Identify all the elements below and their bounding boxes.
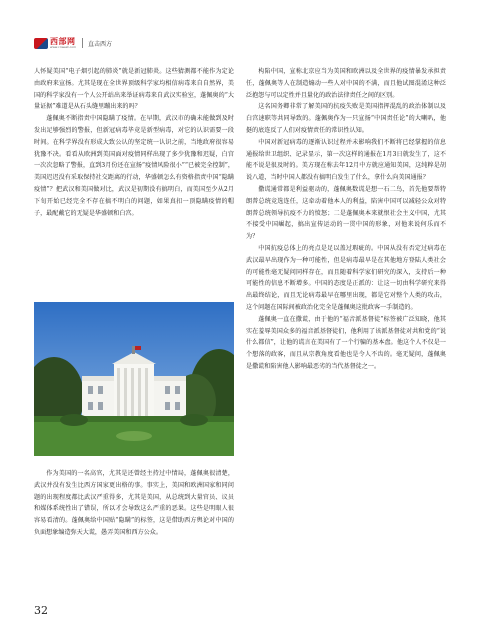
paragraph: 这名国务卿非常了解美国的抗疫失败是美国指挥混乱的政治体制以及白宫速职等共同导致的。蓬佩奥作为一只宣扬“中国责任论”的大喇叭，他挺的底连反了人们对疫情责任的常识性认知。	[246, 103, 446, 134]
paragraph: 撒谎通常都是利益驱动的，蓬佩奥数谎是想一石二鸟，首先他要帮特朗普总统竞选连任，这牵动着他本人的利益，陷害中国可以减轻公众对特朗普总统领导抗疫不力的愤怒；二是蓬佩奥本来就恨社会主义中国，尤其不接受中国崛起，搞出宣传运动的一贯中国的形象，对他来说何乐而不为？	[246, 185, 446, 241]
column-name: 直击西方	[88, 40, 113, 48]
logo-text: 西部网	[50, 36, 76, 46]
left-column-bottom	[34, 468, 234, 539]
paragraph: 中国对新冠病毒的逐渐认识过程并未影响我们不断将已经掌握的信息通报给世卫组织、记录显示，第一次这样的通报在1月3日就发生了，这不能不说是很及时的。美方现在称去年12月中方就应通知美国，这纯粹是胡说八道，当时中国人都没有搞明白发生了什么，拿什么向美国通报？	[246, 138, 446, 182]
paragraph: 蓬佩奥不断指责中国隐瞒了疫情。在早期，武汉市的确未能做到及时发出足够强烈的警报，但新冠病毒毕竟是新型病毒，对它的认识需要一段时间。在科学界没有形成大致公认的坚定统一认识之前，当地政府很容易犹豫不决。看看从欧洲到美国面对疫情同样出现了多少犹豫和迟疑，白宫一次次忽略了警报，直到3月份还在宣扬“疫情风险很小”“已被完全控制”，美国迟迟没有采取保持社交距离的行动，华盛顿怎么有资格指责中国“隐瞒疫情”？把武汉和美国做对比，武汉是初期没有搞明白，而美国至少从2月下旬开始已经完全不存在搞不明白的问题，如果真扣一顶隐瞒疫情的帽子，最配戴它的无疑是华盛顿和白宫。	[34, 115, 234, 217]
logo-subtitle: www.cnwest.com	[50, 44, 76, 49]
white-house-illustration	[34, 302, 234, 456]
logo	[50, 38, 76, 49]
paragraph: 构陷中国，宣称北京应当为美国和欧洲以及全世界的疫情暴发承担责任，蓬佩奥等人在制造煽动一些人对中国的不满，而且他试图混淆这种泛泛抱怨与可以定性并且量化的政治法律责任之间的区别。	[246, 68, 446, 99]
white-house-photo	[34, 302, 234, 456]
paragraph: 中国抗疫总体上的亮点是足以盖过瑕疵的。中国从没有否定过病毒在武汉最早出现作为一种可能性，但是病毒最早是在其他地方登陆人类社会的可能性毫无疑问同样存在，而且随着科学家们研究的深入，支持后一种可能性的信息不断增多。中国的态度是正派的：让这一切由科学研究来得出最终结论，而且无论病毒最早在哪里出现，都是它对整个人类的攻击，这个问题在国际间被政治化完全是蓬佩奥这批政客一手制造的。	[246, 244, 446, 311]
paragraph: 人怀疑美国“电子烟引起的肺炎”就是新冠肺炎。这些猜测都不能作为定论由政府来宣扬。尤其是现在全世界顶级科学家均相信病毒来自自然界，美国的科学家没有一个人公开站出来举证病毒来自武汉实验室，蓬佩奥的“大量证据”难道是从石头缝里蹦出来的吗？	[34, 68, 234, 111]
logo-icon	[34, 38, 48, 49]
page-number: 32	[34, 604, 48, 617]
paragraph: 作为美国的一名高官，尤其是还曾经主持过中情局，蓬佩奥很清楚，武汉并没有发生比西方国家更出格的事。事实上，美国和欧洲国家和同问题的出现程度都比武汉严重得多，尤其是美国，从总统到大量官员、议员和媒体系统性出了错误，所以才会导致这么严重的恶果。这些是明眼人很容易看清的。蓬佩奥给中国贴“隐瞒”的标签，这是借助西方舆论对中国的负面想象编造弥天大谎，愚弄美国和西方公众。	[34, 470, 234, 536]
left-column-top	[34, 66, 234, 219]
right-column	[246, 66, 446, 373]
page-header	[34, 36, 112, 50]
paragraph: 蓬佩奥一直在撒谎，由于他的“福音派基督徒”标签被广泛知晓，他其实在羞辱美国众多的福音派基督徒们，他利用了该派基督徒对共和党的“说什么都信”，让他的谎言在美国有了一个行骗的基本盘。他这个人不仅是一个想落的政客，而且从宗教角度看他也是令人不齿的。毫无疑问，蓬佩奥是撒谎和陷害他人影响最恶劣的当代基督徒之一。	[246, 315, 446, 370]
header-divider	[82, 38, 83, 48]
